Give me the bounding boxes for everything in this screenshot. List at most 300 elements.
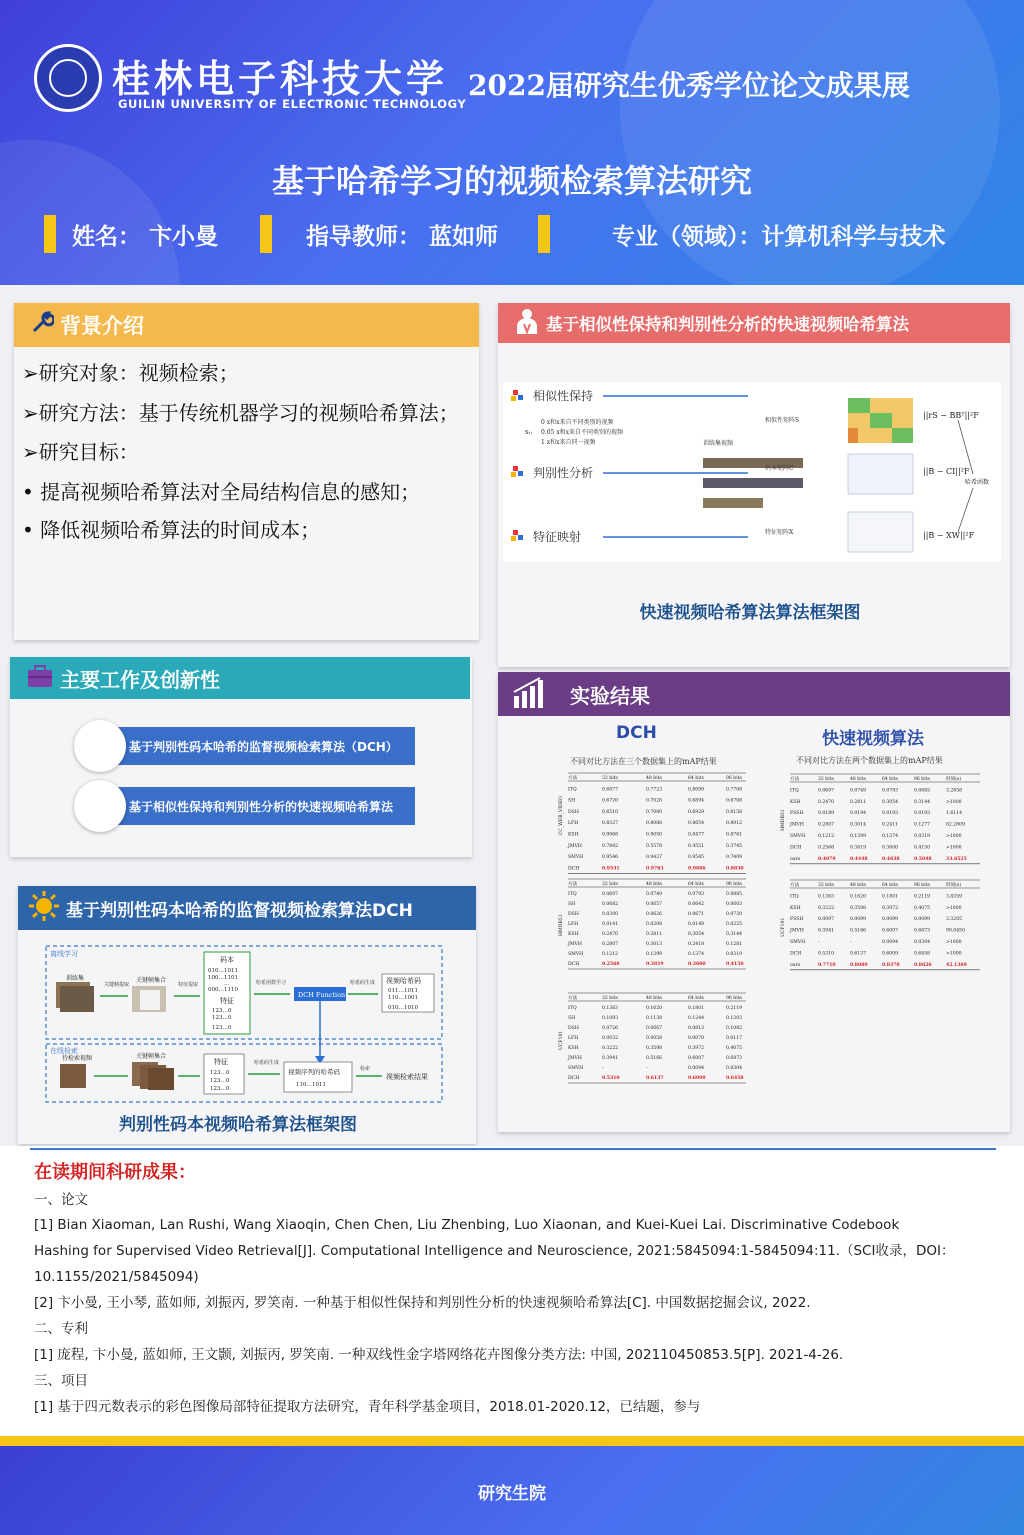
table-cell: 0.0671	[688, 912, 705, 917]
table-cell: 0.8654	[688, 821, 705, 827]
retrieve-result-label: 视频检索结果	[386, 1073, 428, 1081]
publication-line: [1] 庞程, 卞小曼, 蓝如师, 王文颢, 刘振丙, 罗笑南. 一种双线性金字塔网络花卉图像分类方法: 中国, 202110450853.5[P]. 2021-4-26.	[34, 1347, 844, 1363]
table-cell: 0.4638	[882, 856, 900, 862]
table-cell: 0.3144	[726, 932, 743, 937]
table-cell: 0.0749	[646, 892, 663, 897]
table-cell: 0.0657	[646, 902, 663, 907]
table-cell: 0.0058	[646, 1036, 663, 1041]
table-header-cell: 48 bits	[646, 776, 662, 781]
table-header-cell: 方法	[568, 776, 578, 781]
table-cell: 0.1363	[602, 1006, 619, 1011]
keyframe-extract-label: 关键帧提取	[104, 982, 130, 988]
table-cell: 0.1363	[818, 894, 835, 900]
table-cell: 0.2807	[602, 942, 619, 947]
table-cell: 0.5578	[646, 843, 663, 849]
table-cell: >1000	[946, 834, 962, 839]
table-cell: 0.0304	[726, 1066, 743, 1071]
table-cell: 0.3941	[818, 928, 835, 934]
table-cell: SH	[568, 902, 576, 907]
table-cell: 0.8089	[850, 962, 868, 968]
table-cell: 3.8359	[946, 894, 963, 900]
table-cell: 0.6009	[688, 1076, 706, 1081]
table-cell: 0.4448	[850, 856, 868, 862]
table-cell: 0.2568	[602, 962, 620, 967]
table-cell: KSH	[568, 832, 579, 838]
table-cell: 0.0304	[914, 940, 931, 945]
main-work-title: 主要工作及创新性	[60, 667, 220, 692]
table-cell: 0.7723	[646, 787, 663, 793]
table-cell: 0.6929	[688, 809, 705, 815]
table-cell: 0.6009	[882, 951, 899, 957]
query-video-thumb	[60, 1064, 86, 1088]
table-cell: 0.3941	[602, 1056, 619, 1061]
table-cell: DCH	[568, 962, 580, 967]
publication-line: 10.1155/2021/5845094)	[34, 1269, 199, 1285]
table-cell: 0.2119	[914, 894, 931, 900]
poster-header	[0, 0, 1024, 285]
dch-results-title: DCH	[616, 723, 657, 743]
table-cell: 0.2807	[818, 822, 835, 828]
table-cell: 0.6007	[688, 1056, 705, 1061]
work-item-label: 基于相似性保持和判别性分析的快速视频哈希算法	[129, 799, 394, 814]
experiment-panel	[498, 672, 1010, 1132]
table-cell: >1000	[946, 845, 962, 851]
publication-line: [1] Bian Xiaoman, Lan Rushi, Wang Xiaoqin, Chen Chen, Liu Zhenbing, Luo Xiaonan, and Kuei-Kuei Lai. Discriminative Codebook	[34, 1217, 900, 1233]
table-cell: DSH	[568, 1026, 579, 1031]
sij-symbol: sᵢⱼ	[525, 428, 532, 436]
table-cell: 0.1374	[688, 952, 705, 957]
table-cell: 0.1801	[688, 1006, 705, 1011]
table-cell: 0.0697	[818, 788, 835, 794]
train-set-label: 训练集视频	[703, 440, 734, 447]
table-cell: 0.7710	[818, 962, 836, 968]
work-item-2	[105, 787, 415, 825]
table-cell: 0.0697	[602, 892, 619, 897]
table-cell: 0.6137	[646, 1076, 664, 1081]
code-dots: …	[224, 981, 230, 987]
table-cell: 0.6873	[914, 928, 931, 934]
table-cell: 0.2470	[818, 799, 835, 805]
table-cell: 0.9437	[646, 855, 663, 861]
table-cell: 0.1620	[850, 894, 867, 900]
table-cell: 0.3745	[726, 843, 743, 849]
table-header-cell: 48 bits	[646, 882, 662, 887]
feat-row: 123…0	[212, 1015, 232, 1021]
table-dataset-label: UCF101	[781, 917, 786, 937]
table-cell: 0.1082	[726, 1026, 743, 1031]
table-cell: 0.3014	[850, 822, 867, 828]
dch-table-caption: 不同对比方法在三个数据集上的mAP结果	[570, 757, 717, 766]
table-cell: JMVH	[568, 843, 582, 849]
table-cell: 0.9763	[646, 866, 664, 872]
table-cell: SMVH	[790, 834, 806, 839]
table-cell: 0.1212	[818, 834, 835, 839]
table-dataset-label: CC_WEB_VIDEO	[559, 796, 564, 836]
table-cell: 0.3972	[688, 1046, 705, 1051]
work-item-bullet	[74, 720, 126, 772]
table-dataset-label: UCF101	[559, 1030, 564, 1050]
table-cell: FSSH	[790, 917, 804, 923]
table-cell: 0.0094	[688, 1066, 705, 1071]
table-cell: 0.8158	[726, 809, 743, 815]
hash-row: 110…1001	[388, 995, 418, 1001]
table-cell: 0.2418	[688, 942, 705, 947]
table-header-cell: 32 bits	[602, 882, 618, 887]
hash-function-label: 哈希函数	[965, 479, 990, 486]
code-row: 000…1110	[208, 987, 238, 993]
major-name: 专业（领域）：计算机科学与技术	[612, 224, 946, 250]
feat-row: 123…0	[210, 1078, 230, 1084]
table-cell: 0.3054	[882, 799, 899, 805]
table-cell: -	[602, 1066, 604, 1071]
feat-row: 123…0	[210, 1086, 230, 1092]
table-cell: 0.3222	[602, 1046, 619, 1051]
table-cell: 0.3598	[850, 905, 867, 911]
table-header-cell: 方法	[790, 777, 800, 782]
table-cell: 0.4150	[914, 845, 931, 851]
table-cell: 0.4079	[818, 856, 836, 862]
table-cell: 0.0099	[850, 917, 867, 923]
table-cell: 0.7708	[726, 787, 743, 793]
table-cell: 0.1399	[646, 952, 663, 957]
table-cell: LFH	[568, 1036, 579, 1041]
experiment-header	[498, 672, 1010, 716]
table-cell: >1000	[946, 799, 962, 805]
table-cell: 0.1138	[646, 1016, 663, 1021]
background-panel	[14, 303, 479, 640]
table-cell: 0.7080	[646, 809, 663, 815]
table-cell: DCH	[568, 866, 580, 872]
table-cell: 0.3819	[646, 962, 664, 967]
table-cell: KSH	[568, 932, 579, 937]
query-video-label: 待检索视频	[62, 1055, 93, 1062]
poster-title: 基于哈希学习的视频检索算法研究	[271, 162, 752, 200]
table-cell: 82.2809	[946, 822, 965, 828]
advisor-name: 指导教师： 蓝如师	[306, 224, 499, 250]
case-line: 0 x和x来自不同类别的视频	[541, 419, 614, 426]
feat-row: 123…0	[212, 1025, 232, 1031]
background-line: ➢研究方法：基于传统机器学习的视频哈希算法；	[22, 401, 459, 425]
table-cell: 0.2411	[882, 822, 899, 828]
table-cell: JMVH	[790, 928, 804, 934]
table-cell: 0.9546	[602, 855, 619, 861]
online-label: 在线检索	[50, 1047, 78, 1055]
table-cell: -	[646, 1066, 648, 1071]
table-cell: 0.3819	[850, 845, 867, 851]
table-cell: 0.0194	[850, 811, 867, 817]
hash-gen-label-2: 哈希码生成	[254, 1060, 280, 1066]
briefcase-icon	[26, 664, 54, 693]
train-set-thumbs	[56, 982, 94, 1012]
table-cell: 0.8378	[882, 962, 900, 968]
table-cell: DCH	[790, 845, 802, 851]
table-cell: 0.6877	[602, 787, 619, 793]
table-cell: 0.0189	[818, 811, 835, 817]
exhibition-title: 2022届研究生优秀学位论文成果展	[468, 69, 910, 102]
table-cell: ITQ	[568, 787, 577, 793]
table-cell: 0.0667	[646, 1026, 663, 1031]
table-cell: 3.2858	[946, 788, 963, 794]
hash-row: 011…1011	[388, 988, 418, 994]
table-cell: SMVH	[568, 855, 584, 861]
feature-label: 特征	[220, 997, 234, 1005]
keyframe-thumbs	[132, 986, 166, 1012]
table-cell: 0.1212	[602, 952, 619, 957]
table-cell: 0.1303	[726, 1016, 743, 1021]
table-header-cell: 96 bits	[914, 777, 930, 782]
dch-title: 基于判别性码本哈希的监督视频检索算法DCH	[66, 900, 413, 921]
table-cell: 0.0642	[688, 902, 705, 907]
table-header-cell: 48 bits	[850, 777, 866, 782]
table-header-cell: 48 bits	[646, 996, 662, 1001]
table-cell: 0.8088	[646, 821, 663, 827]
table-cell: 0.6458	[914, 951, 931, 957]
dch-header	[18, 886, 476, 930]
table-cell: SMVH	[790, 940, 806, 945]
fast-hash-caption: 快速视频哈希算法算法框架图	[639, 603, 861, 623]
loss-similarity: ||rS − BBᵀ||²F	[923, 411, 979, 420]
table-cell: 0.0885	[914, 788, 931, 794]
table-cell: ITQ	[790, 894, 799, 900]
keyframe-set-label: 关键帧集合	[136, 977, 167, 984]
table-cell: 0.1244	[688, 1016, 705, 1021]
codebook-matrix-label: 码本矩阵C	[765, 465, 794, 472]
table-cell: 0.8830	[726, 866, 744, 872]
table-cell: SH	[568, 798, 576, 804]
experiment-title: 实验结果	[570, 683, 650, 708]
fast-results-title: 快速视频算法	[822, 729, 924, 749]
table-cell: 33.6525	[946, 856, 967, 862]
background-line: • 提高视频哈希算法对全局结构信息的感知；	[22, 480, 421, 504]
university-logo	[34, 44, 102, 112]
table-cell: 0.9545	[688, 855, 705, 861]
table-cell: 0.2119	[726, 1006, 743, 1011]
loss-codebook: ||B − CI||²F	[923, 467, 970, 476]
table-cell: KSH	[568, 1046, 579, 1051]
university-name: 桂林电子科技大学	[112, 56, 449, 101]
table-cell: JMVH	[790, 822, 804, 828]
table-cell: 0.0726	[602, 1026, 619, 1031]
table-cell: 0.0885	[726, 892, 743, 897]
table-cell: DCH	[568, 1076, 580, 1081]
publication-line: 一、论文	[34, 1192, 88, 1208]
publication-line: 二、专利	[34, 1321, 88, 1337]
table-cell: 0.6720	[602, 798, 619, 804]
table-cell: 0.0793	[688, 892, 705, 897]
table-cell: 0.0193	[882, 811, 899, 817]
table-header-cell: 96 bits	[726, 776, 742, 781]
dch-framework-figure	[44, 944, 444, 1104]
table-header-cell: 64 bits	[882, 883, 898, 888]
table-cell: 0.0099	[914, 917, 931, 923]
table-cell: 0.0749	[850, 788, 867, 794]
codebook-matrix	[848, 454, 913, 494]
table-cell: 0.6873	[726, 1056, 743, 1061]
dch-function-box: DCH Function	[298, 991, 346, 999]
table-cell: 0.3972	[882, 905, 899, 911]
table-cell: -	[818, 940, 820, 945]
info-marker	[260, 215, 272, 253]
table-cell: JMVH	[568, 1056, 582, 1061]
table-cell: DSH	[568, 809, 579, 815]
table-cell: 0.2568	[818, 845, 835, 851]
table-cell: 0.6137	[850, 951, 867, 957]
table-cell: 0.2811	[850, 799, 867, 805]
divider	[30, 1148, 996, 1150]
wrench-icon	[30, 311, 54, 340]
table-cell: 0.8912	[726, 821, 743, 827]
table-cell: ITQ	[790, 788, 799, 794]
table-cell: 0.3600	[882, 845, 899, 851]
table-header-cell: 时间(s)	[946, 777, 962, 782]
table-cell: 0.9886	[688, 866, 706, 872]
table-cell: 0.6708	[726, 798, 743, 804]
student-name: 姓名： 卞小曼	[72, 224, 219, 250]
bullet-icon	[511, 530, 523, 541]
fast-hash-header	[498, 303, 1010, 343]
table-cell: 0.5310	[602, 1076, 620, 1081]
people-icon	[514, 308, 540, 338]
table-cell: 0.8477	[688, 832, 705, 838]
table-cell: 0.5310	[818, 951, 835, 957]
table-cell: 0.3600	[688, 962, 706, 967]
dch-caption: 判别性码本视频哈希算法框架图	[119, 1115, 357, 1135]
publications-heading: 在读期间科研成果：	[34, 1162, 196, 1183]
table-cell: ITQ	[568, 1006, 577, 1011]
table-cell: 0.1281	[726, 942, 743, 947]
footer-text: 研究生院	[478, 1484, 546, 1504]
table-cell: 0.4075	[914, 905, 931, 911]
table-cell: 0.8761	[726, 832, 743, 838]
table-cell: 0.0225	[726, 922, 743, 927]
table-cell: 0.4150	[726, 962, 744, 967]
table-cell: 0.0208	[646, 922, 663, 927]
table-cell: DSH	[568, 912, 579, 917]
table-cell: 3.3205	[946, 917, 963, 923]
query-feature-label: 特征	[214, 1058, 228, 1066]
table-cell: 0.0141	[602, 922, 619, 927]
table-header-cell: 96 bits	[914, 883, 930, 888]
main-work-header	[10, 657, 470, 699]
table-dataset-label: HMDB51	[559, 914, 564, 936]
train-set-label: 训练集	[66, 975, 85, 982]
code-row: 010…1011	[208, 968, 238, 974]
table-cell: ITQ	[568, 892, 577, 897]
table-cell: SH	[568, 1016, 576, 1021]
work-item-1	[105, 727, 415, 765]
table-header-cell: 64 bits	[882, 777, 898, 782]
table-cell: 0.3013	[646, 942, 663, 947]
table-cell: 0.2470	[602, 932, 619, 937]
table-cell: 0.0148	[688, 922, 705, 927]
publication-line: 三、项目	[34, 1373, 88, 1389]
query-keyframe-thumbs	[132, 1062, 174, 1090]
fast-table-caption: 不同对比方法在两个数据集上的mAP结果	[796, 756, 943, 765]
hash-gen-label: 哈希码生成	[350, 980, 376, 986]
table-cell: 0.4551	[688, 843, 705, 849]
table-cell: 0.0730	[726, 912, 743, 917]
background-title: 背景介绍	[60, 314, 144, 338]
table-cell: 0.9531	[602, 866, 620, 872]
table-cell: 0.0300	[602, 912, 619, 917]
seq-hash-row: 110…1011	[296, 1082, 326, 1088]
university-english-name: GUILIN UNIVERSITY OF ELECTRONIC TECHNOLOGY	[118, 97, 467, 111]
table-cell: 0.8099	[688, 787, 705, 793]
table-cell: 0.0193	[914, 811, 931, 817]
table-cell: 0.6510	[602, 809, 619, 815]
background-header	[14, 303, 479, 347]
table-cell: 0.9068	[602, 832, 619, 838]
feature-matrix-label: 特征矩阵X	[765, 529, 794, 536]
table-cell: >1000	[946, 940, 962, 945]
table-header-cell: 64 bits	[688, 996, 704, 1001]
bullet-icon	[511, 466, 523, 477]
table-cell: 0.7842	[602, 843, 619, 849]
fig-label-similarity: 相似性保持	[533, 389, 594, 403]
table-cell: >1000	[946, 905, 962, 911]
table-cell: 0.0094	[882, 940, 899, 945]
hash-learn-label: 哈希函数学习	[256, 980, 287, 986]
table-cell: ours	[790, 856, 801, 862]
table-cell: 0.0099	[882, 917, 899, 923]
table-header-cell: 32 bits	[818, 777, 834, 782]
loss-feature: ||B − XW||²F	[923, 531, 975, 540]
bullet-icon	[511, 390, 523, 401]
table-cell: 0.0032	[602, 1036, 619, 1041]
table-cell: 0.1374	[882, 834, 899, 839]
codebook-label: 码本	[220, 956, 234, 964]
table-cell: 0.5166	[850, 928, 867, 934]
table-header-cell: 方法	[568, 882, 578, 887]
table-cell: 0.3144	[914, 799, 931, 805]
table-cell: LFH	[568, 821, 579, 827]
table-cell: 0.0813	[688, 1026, 705, 1031]
table-cell: 0.3222	[818, 905, 835, 911]
table-cell: FSSH	[790, 811, 804, 817]
table-header-cell: 方法	[568, 996, 578, 1001]
table-cell: 0.0117	[726, 1036, 743, 1041]
table-cell: 0.1399	[850, 834, 867, 839]
fast-hash-title: 基于相似性保持和判别性分析的快速视频哈希算法	[546, 315, 909, 334]
table-header-cell: 时间(s)	[946, 883, 962, 888]
table-cell: 0.0682	[602, 902, 619, 907]
table-header-cell: 96 bits	[726, 996, 742, 1001]
case-line: 0.05 x和x来自不同类别的视频	[541, 429, 624, 436]
table-header-cell: 96 bits	[726, 882, 742, 887]
table-cell: 0.6894	[688, 798, 705, 804]
publication-line: [2] 卞小曼, 王小琴, 蓝如师, 刘振丙, 罗笑南. 一种基于相似性保持和判别性分析的快速视频哈希算法[C]. 中国数据挖掘会议, 2022.	[34, 1295, 811, 1311]
table-cell: 0.0626	[646, 912, 663, 917]
table-cell: 0.7028	[646, 798, 663, 804]
table-cell: 0.4075	[726, 1046, 743, 1051]
table-cell: 0.3054	[688, 932, 705, 937]
info-marker	[538, 215, 550, 253]
feat-row: 123…0	[212, 1008, 232, 1014]
table-cell: 0.1277	[914, 822, 931, 828]
table-cell: 0.0078	[688, 1036, 705, 1041]
table-header-cell: 32 bits	[602, 776, 618, 781]
table-header-cell: 32 bits	[602, 996, 618, 1001]
table-cell: 0.0793	[882, 788, 899, 794]
table-cell: DCH	[790, 951, 802, 957]
offline-label: 离线学习	[50, 950, 78, 958]
sun-icon	[28, 890, 60, 927]
feature-matrix	[848, 512, 913, 552]
table-dataset-label: HMDB51	[781, 809, 786, 831]
table-cell: 1.6114	[946, 811, 963, 817]
table-cell: 0.2811	[646, 932, 663, 937]
fast-hash-framework-figure	[503, 382, 1001, 562]
